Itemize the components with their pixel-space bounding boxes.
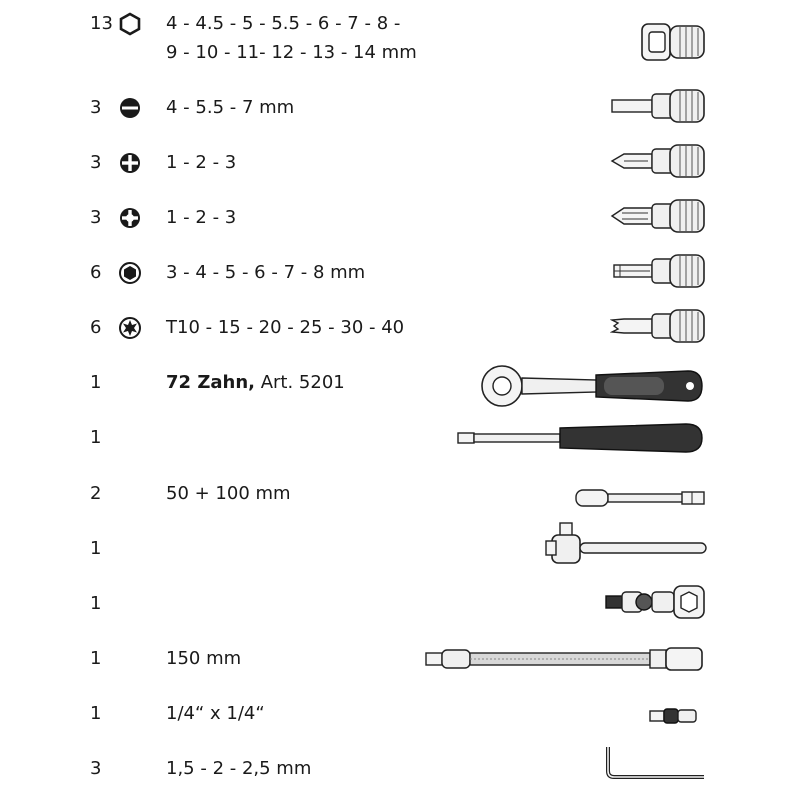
item-qty: 3 <box>90 207 102 228</box>
slotted-icon <box>118 96 142 120</box>
hex-key-icon <box>118 261 142 285</box>
item-qty: 1 <box>90 648 102 669</box>
item-desc: 1 - 2 - 3 <box>166 207 237 228</box>
pozidriv-bit-icon <box>610 196 708 236</box>
item-qty: 1 <box>90 538 102 559</box>
item-desc: 3 - 4 - 5 - 6 - 7 - 8 mm <box>166 262 366 283</box>
item-qty: 3 <box>90 758 102 779</box>
item-desc-rest: Art. 5201 <box>254 372 345 393</box>
item-desc: 50 + 100 mm <box>166 483 291 504</box>
slotted-bit-icon <box>610 86 708 126</box>
item-qty: 6 <box>90 262 102 283</box>
phillips-bit-icon <box>610 141 708 181</box>
socket-icon <box>640 20 708 64</box>
item-desc: 4 - 5.5 - 7 mm <box>166 97 295 118</box>
item-desc: T10 - 15 - 20 - 25 - 30 - 40 <box>166 317 405 338</box>
ratchet-icon <box>478 363 704 409</box>
pozidriv-icon <box>118 206 142 230</box>
item-qty: 13 <box>90 13 113 34</box>
torx-icon <box>118 316 142 340</box>
item-desc <box>166 371 345 395</box>
item-desc-bold: 72 Zahn, <box>166 372 255 393</box>
item-qty: 1 <box>90 593 102 614</box>
item-qty: 3 <box>90 97 102 118</box>
universal-joint-icon <box>604 582 708 622</box>
item-desc-line1: 4 - 4.5 - 5 - 5.5 - 6 - 7 - 8 - <box>166 13 401 34</box>
item-desc: 1/4“ x 1/4“ <box>166 703 265 724</box>
item-desc-line2: 9 - 10 - 11- 12 - 13 - 14 mm <box>166 42 417 63</box>
phillips-icon <box>118 151 142 175</box>
item-qty: 1 <box>90 427 102 448</box>
t-handle-icon <box>544 521 710 571</box>
item-qty: 2 <box>90 483 102 504</box>
item-qty: 6 <box>90 317 102 338</box>
item-desc <box>166 12 417 65</box>
torx-bit-icon <box>610 306 708 346</box>
item-desc: 1 - 2 - 3 <box>166 152 237 173</box>
bit-adapter-icon <box>648 706 700 726</box>
screwdriver-handle-icon <box>456 420 706 456</box>
hex-socket-icon <box>118 12 142 36</box>
flexible-extension-icon <box>424 643 706 675</box>
allen-key-icon <box>604 745 708 783</box>
hex-bit-icon <box>610 251 708 291</box>
item-qty: 1 <box>90 703 102 724</box>
extension-bar-icon <box>574 486 708 510</box>
item-desc: 150 mm <box>166 648 242 669</box>
item-qty: 3 <box>90 152 102 173</box>
item-qty: 1 <box>90 372 102 393</box>
item-desc: 1,5 - 2 - 2,5 mm <box>166 758 312 779</box>
